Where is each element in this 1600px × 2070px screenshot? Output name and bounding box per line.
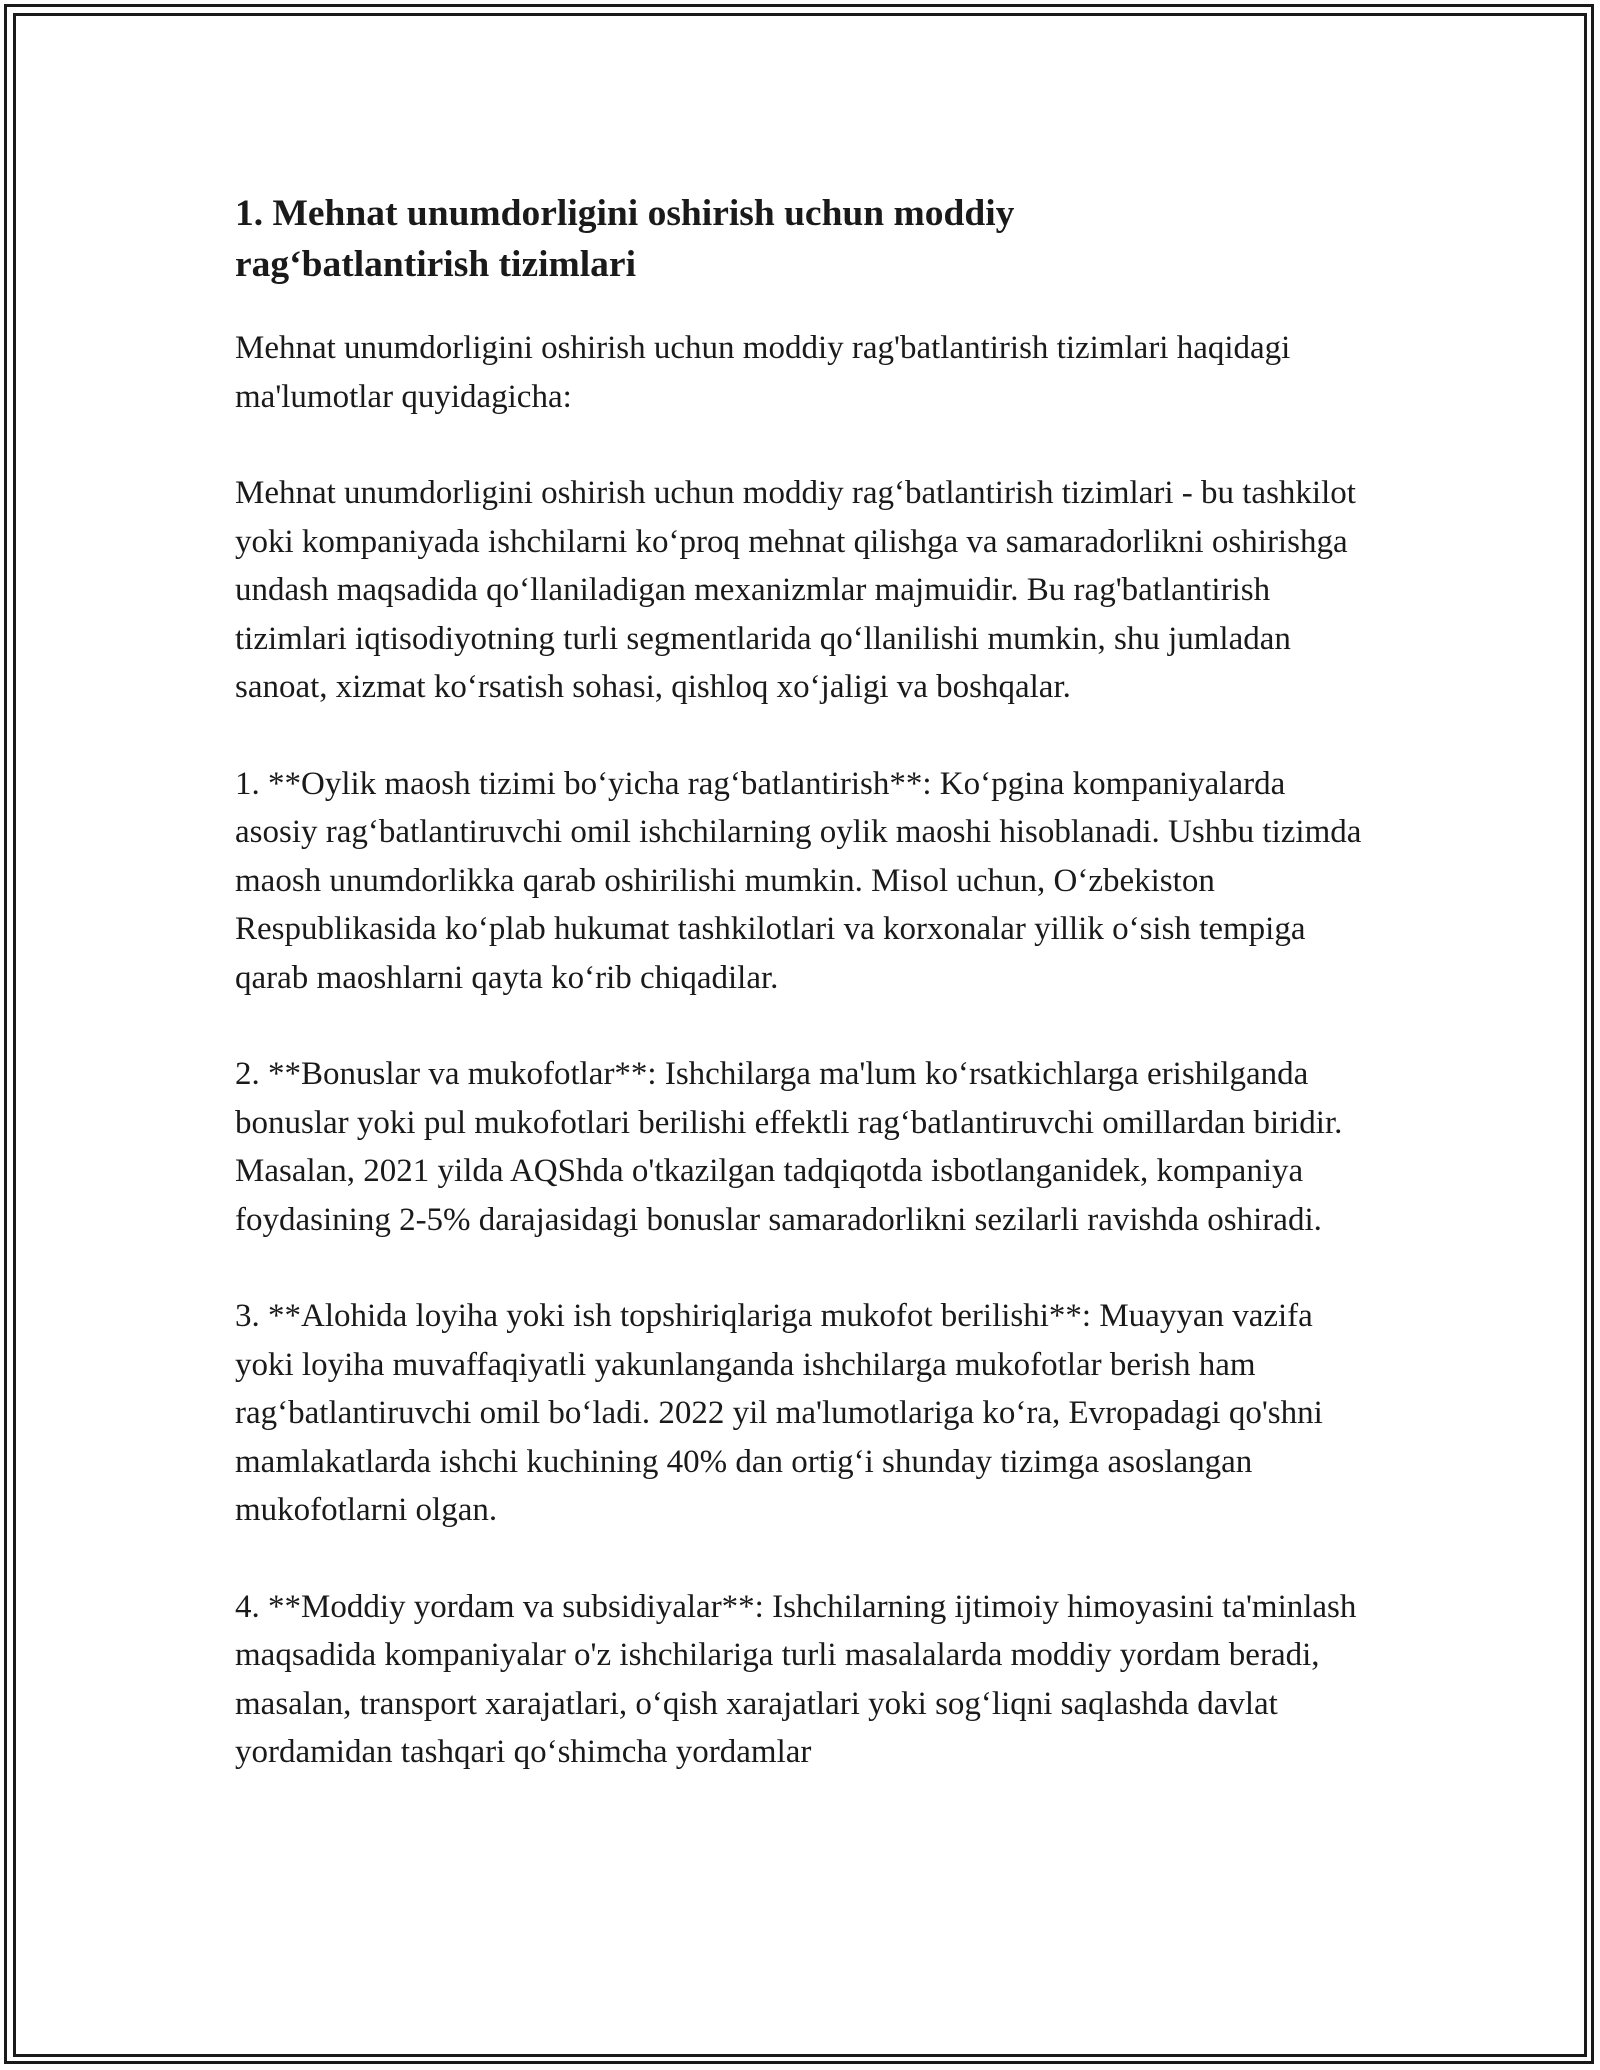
list-item-project-rewards: 3. **Alohida loyiha yoki ish topshiriqlariga mukofot berilishi**: Muayyan vazifa yoki loyiha muvaffaqiyatli yakunlanganda ishchilarga mukofotlar berish ham rag‘batlantiruvchi omil bo‘ladi. 2022 yil ma'lumotlariga ko‘ra, Evropadagi qo'shni mamlakatlarda ishchi kuchining 40% dan ortig‘i shunday tizimga asoslangan mukofotlarni olgan. [235,1298,1323,1528]
definition-paragraph: Mehnat unumdorligini oshirish uchun moddiy rag‘batlantirish tizimlari - bu tashkilot yoki kompaniyada ishchilarni ko‘proq mehnat qilishga va samaradorlikni oshirishga undash maqsadida qo‘llaniladigan mexanizmlar majmuidir. Bu rag'batlantirish tizimlari iqtisodiyotning turli segmentlarida qo‘llanilishi mumkin, shu jumladan sanoat, xizmat ko‘rsatish sohasi, qishloq xo‘jaligi va boshqalar. [235,475,1356,705]
document-page [235,188,1375,1777]
list-item-monthly-salary: 1. **Oylik maosh tizimi bo‘yicha rag‘batlantirish**: Ko‘pgina kompaniyalarda asosiy rag‘batlantiruvchi omil ishchilarning oylik maoshi hisoblanadi. Ushbu tizimda maosh unumdorlikka qarab oshirilishi mumkin. Misol uchun, O‘zbekiston Respublikasida ko‘plab hukumat tashkilotlari va korxonalar yillik o‘sish tempiga qarab maoshlarni qayta ko‘rib chiqadilar. [235,765,1362,996]
list-item-bonuses: 2. **Bonuslar va mukofotlar**: Ishchilarga ma'lum ko‘rsatkichlarga erishilganda bonuslar yoki pul mukofotlari berilishi effektli rag‘batlantiruvchi omillardan biridir. Masalan, 2021 yilda AQShda o'tkazilgan tadqiqotda isbotlanganidek, kompaniya foydasining 2-5% darajasidagi bonuslar samaradorlikni sezilarli ravishda oshiradi. [235,1056,1343,1238]
list-item-material-support: 4. **Moddiy yordam va subsidiyalar**: Ishchilarning ijtimoiy himoyasini ta'minlash maqsadida kompaniyalar o'z ishchilariga turli masalalarda moddiy yordam beradi, masalan, transport xarajatlari, o‘qish xarajatlari yoki sog‘liqni saqlashda davlat yordamidan tashqari qo‘shimcha yordamlar [235,1588,1357,1770]
intro-paragraph: Mehnat unumdorligini oshirish uchun moddiy rag'batlantirish tizimlari haqidagi ma'lumotlar quyidagicha: [235,330,1291,415]
section-heading: 1. Mehnat unumdorligini oshirish uchun moddiy rag‘batlantirish tizimlari [235,193,1015,285]
